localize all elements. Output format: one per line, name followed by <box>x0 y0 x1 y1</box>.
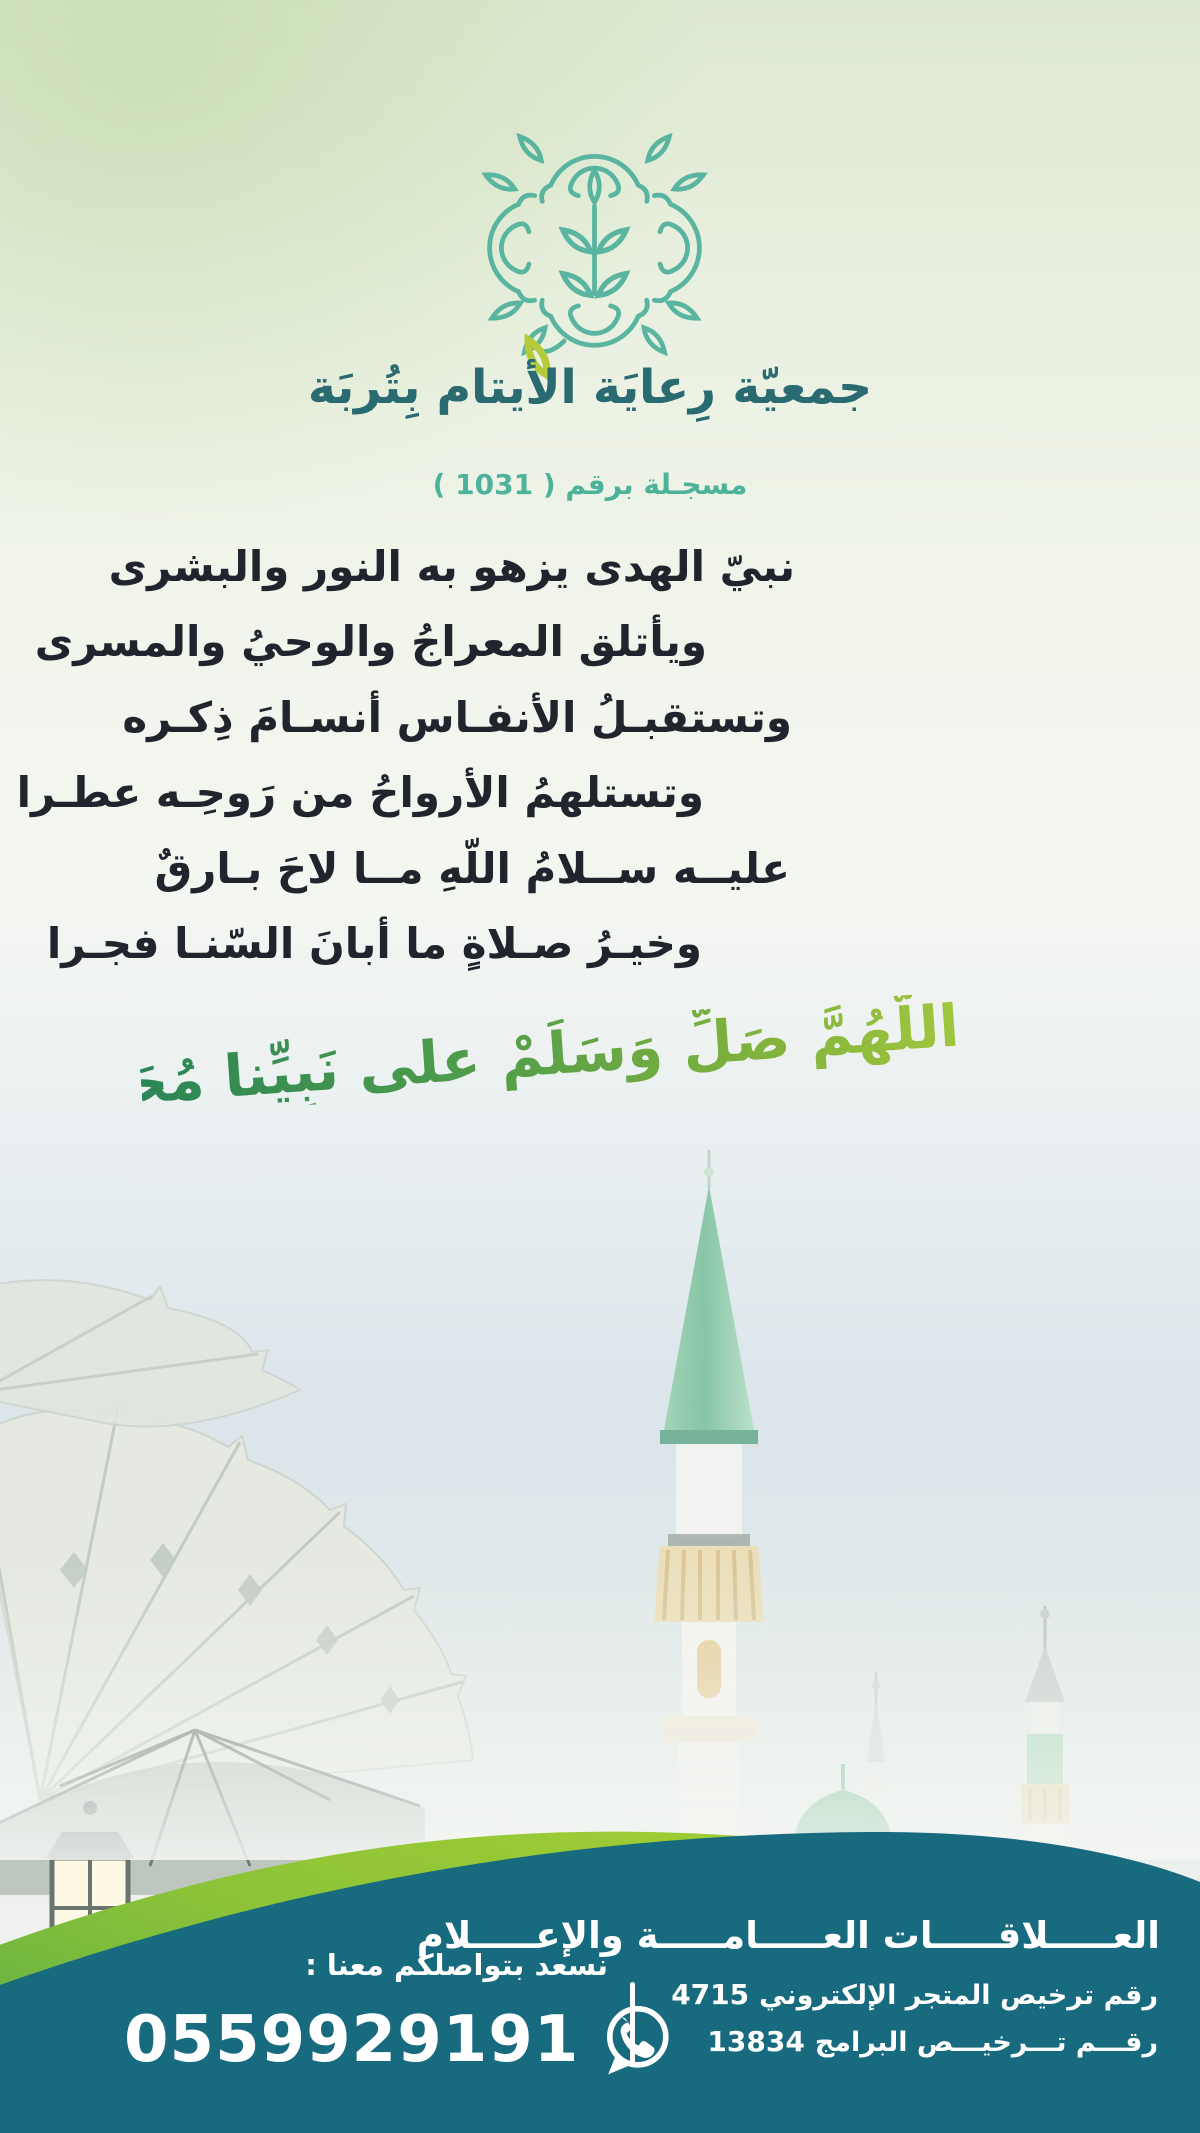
salawat-calligraphy: اللّهُمَّ صَلِّ وَسَلِّمْ على نَبِيِّنا مُحَمَّد <box>52 991 962 1123</box>
license-line-programs <box>671 2019 1158 2066</box>
org-name-calligraphy: جمعيّة رِعايَة الأيتام بِتُربَة <box>308 360 872 415</box>
license-store-number: 4715 <box>671 1978 750 2011</box>
license-store-label: رقم ترخيص المتجر الإلكتروني <box>759 1980 1158 2011</box>
license-block <box>671 1972 1158 2066</box>
poem-line-4: وتستلهمُ الأرواحُ من رَوحِـه عطـرا <box>16 768 704 817</box>
poem-line-2: ويأتلق المعراجُ والوحيُ والمسرى <box>34 617 707 666</box>
leaf-wreath-badge-icon <box>452 92 737 382</box>
poem-line-3: وتستقبـلُ الأنفـاس أنسـامَ ذِكـره <box>122 693 792 742</box>
whatsapp-contact[interactable] <box>124 2000 677 2080</box>
poem-line-1: نبيّ الهدى يزهو به النور والبشرى <box>108 542 795 591</box>
contact-invite-label: نسعد بتواصلكم معنا : <box>305 1948 608 1982</box>
phone-number: 0559929191 <box>124 2003 580 2077</box>
whatsapp-icon <box>597 2000 677 2080</box>
license-programs-label: رقـــم تـــرخيـــص البرامج <box>814 2027 1158 2058</box>
poem-line-6: وخيـرُ صـلاةٍ ما أبانَ السّنـا فجـرا <box>46 919 702 968</box>
poem-line-5: عليــه ســلامُ اللّهِ مــا لاحَ بـارقٌ <box>154 844 790 893</box>
license-programs-number: 13834 <box>707 2025 805 2058</box>
footer-divider <box>630 1982 635 2066</box>
license-line-store <box>671 1972 1158 2019</box>
department-title: العـــــلاقـــــات العـــــامـــــة والإعـــــلام <box>416 1914 1160 1957</box>
registration-number: مسجـلة برقم ( 1031 ) <box>432 468 748 501</box>
